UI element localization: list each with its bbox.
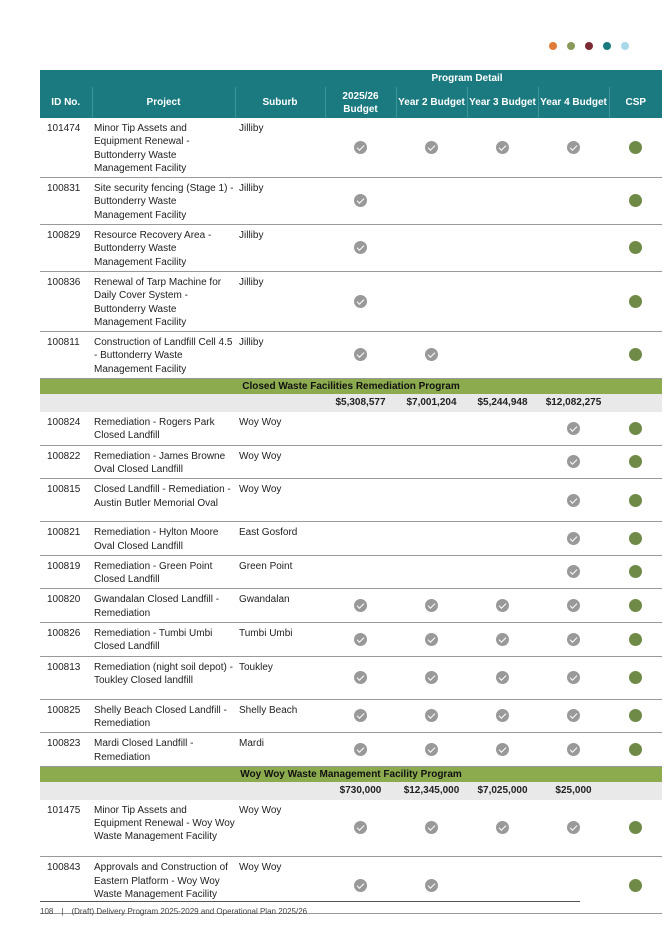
table-row (40, 733, 662, 767)
csp-dot-icon (629, 422, 642, 435)
check-circle-icon (354, 599, 367, 612)
year-4-cell (538, 479, 609, 522)
row-suburb: Green Point (235, 555, 325, 589)
row-project: Remediation (night soil depot) - Toukley Closed landfill (92, 656, 235, 699)
csp-dot-icon (629, 633, 642, 646)
program-budget-row (40, 394, 662, 412)
row-suburb: Jilliby (235, 225, 325, 272)
col-year4-budget: Year 4 Budget (538, 87, 609, 118)
year-1-cell (325, 857, 396, 914)
csp-dot-icon (629, 821, 642, 834)
year-4-cell (538, 522, 609, 556)
table-row (40, 589, 662, 623)
row-project: Shelly Beach Closed Landfill - Remediation (92, 699, 235, 733)
csp-cell (609, 412, 662, 445)
check-circle-icon (354, 709, 367, 722)
year-3-cell (467, 699, 538, 733)
check-circle-icon (567, 743, 580, 756)
csp-cell (609, 522, 662, 556)
check-circle-icon (425, 879, 438, 892)
table-row (40, 555, 662, 589)
year-1-cell (325, 332, 396, 379)
year-2-cell (396, 522, 467, 556)
check-circle-icon (425, 709, 438, 722)
check-circle-icon (354, 141, 367, 154)
csp-cell (609, 800, 662, 857)
row-suburb: Jilliby (235, 118, 325, 178)
budget-spacer (609, 782, 662, 800)
csp-cell (609, 225, 662, 272)
budget-spacer (40, 782, 325, 800)
year-4-cell (538, 733, 609, 767)
year-3-cell (467, 589, 538, 623)
csp-dot-icon (629, 494, 642, 507)
year-2-cell (396, 857, 467, 914)
year-4-cell (538, 699, 609, 733)
dot-orange (549, 42, 557, 50)
row-project: Remediation - James Browne Oval Closed Landfill (92, 445, 235, 479)
check-circle-icon (567, 633, 580, 646)
footer-separator: | (61, 907, 64, 916)
year-4-cell (538, 656, 609, 699)
footer-rule (40, 901, 580, 902)
check-circle-icon (567, 494, 580, 507)
row-id: 101475 (40, 800, 92, 857)
year-2-cell (396, 699, 467, 733)
table-row (40, 118, 662, 178)
col-csp: CSP (609, 87, 662, 118)
row-project: Remediation - Hylton Moore Oval Closed Landfill (92, 522, 235, 556)
csp-cell (609, 656, 662, 699)
row-id: 100819 (40, 555, 92, 589)
row-project: Remediation - Green Point Closed Landfill (92, 555, 235, 589)
csp-cell (609, 623, 662, 657)
row-project: Site security fencing (Stage 1) - Buttonderry Waste Management Facility (92, 178, 235, 225)
year-2-cell (396, 656, 467, 699)
year-4-cell (538, 271, 609, 331)
row-project: Remediation - Rogers Park Closed Landfill (92, 412, 235, 445)
check-circle-icon (354, 348, 367, 361)
check-circle-icon (567, 821, 580, 834)
table-row (40, 445, 662, 479)
header-spacer (40, 70, 325, 87)
csp-dot-icon (629, 599, 642, 612)
table-row (40, 332, 662, 379)
year-2-cell (396, 733, 467, 767)
check-circle-icon (496, 599, 509, 612)
year-2-cell (396, 589, 467, 623)
check-circle-icon (425, 348, 438, 361)
csp-cell (609, 118, 662, 178)
row-project: Approvals and Construction of Eastern Platform - Woy Woy Waste Management Facility (92, 857, 235, 914)
program-budget-row (40, 782, 662, 800)
year-2-cell (396, 225, 467, 272)
budget-year-4: $25,000 (538, 782, 609, 800)
budget-spacer (40, 394, 325, 412)
check-circle-icon (567, 599, 580, 612)
year-3-cell (467, 522, 538, 556)
row-project: Resource Recovery Area - Buttonderry Waste Management Facility (92, 225, 235, 272)
year-3-cell (467, 271, 538, 331)
col-project: Project (92, 87, 235, 118)
row-suburb: Jilliby (235, 178, 325, 225)
year-4-cell (538, 118, 609, 178)
csp-cell (609, 479, 662, 522)
year-2-cell (396, 332, 467, 379)
col-id: ID No. (40, 87, 92, 118)
check-circle-icon (567, 532, 580, 545)
year-2-cell (396, 412, 467, 445)
row-id: 100820 (40, 589, 92, 623)
csp-cell (609, 555, 662, 589)
table-header (40, 70, 662, 118)
csp-dot-icon (629, 141, 642, 154)
check-circle-icon (425, 743, 438, 756)
year-4-cell (538, 412, 609, 445)
row-project: Minor Tip Assets and Equipment Renewal - Buttonderry Waste Management Facility (92, 118, 235, 178)
row-suburb: Woy Woy (235, 857, 325, 914)
row-id: 101474 (40, 118, 92, 178)
table-row (40, 522, 662, 556)
csp-dot-icon (629, 671, 642, 684)
header-spacer (609, 70, 662, 87)
program-heading-row (40, 379, 662, 395)
check-circle-icon (425, 821, 438, 834)
year-2-cell (396, 479, 467, 522)
row-id: 100821 (40, 522, 92, 556)
table-row (40, 699, 662, 733)
row-suburb: Shelly Beach (235, 699, 325, 733)
check-circle-icon (354, 743, 367, 756)
csp-dot-icon (629, 194, 642, 207)
check-circle-icon (354, 879, 367, 892)
year-4-cell (538, 178, 609, 225)
table-row (40, 656, 662, 699)
row-id: 100825 (40, 699, 92, 733)
row-suburb: Gwandalan (235, 589, 325, 623)
year-3-cell (467, 479, 538, 522)
year-4-cell (538, 332, 609, 379)
csp-cell (609, 445, 662, 479)
row-id: 100826 (40, 623, 92, 657)
col-year3-budget: Year 3 Budget (467, 87, 538, 118)
year-2-cell (396, 800, 467, 857)
year-1-cell (325, 623, 396, 657)
year-4-cell (538, 589, 609, 623)
year-4-cell (538, 225, 609, 272)
dot-olive (567, 42, 575, 50)
check-circle-icon (354, 194, 367, 207)
year-3-cell (467, 800, 538, 857)
row-suburb: Tumbi Umbi (235, 623, 325, 657)
col-year2-budget: Year 2 Budget (396, 87, 467, 118)
dot-light-blue (621, 42, 629, 50)
check-circle-icon (567, 565, 580, 578)
row-suburb: East Gosford (235, 522, 325, 556)
check-circle-icon (354, 671, 367, 684)
year-1-cell (325, 445, 396, 479)
table-row (40, 479, 662, 522)
year-1-cell (325, 271, 396, 331)
year-2-cell (396, 178, 467, 225)
csp-dot-icon (629, 743, 642, 756)
check-circle-icon (425, 141, 438, 154)
year-3-cell (467, 178, 538, 225)
year-1-cell (325, 656, 396, 699)
check-circle-icon (496, 633, 509, 646)
year-3-cell (467, 118, 538, 178)
year-4-cell (538, 445, 609, 479)
row-id: 100811 (40, 332, 92, 379)
csp-dot-icon (629, 295, 642, 308)
row-suburb: Woy Woy (235, 445, 325, 479)
year-1-cell (325, 800, 396, 857)
year-3-cell (467, 623, 538, 657)
year-1-cell (325, 589, 396, 623)
year-4-cell (538, 857, 609, 914)
table-row (40, 800, 662, 857)
budget-year-1: $5,308,577 (325, 394, 396, 412)
year-1-cell (325, 733, 396, 767)
year-3-cell (467, 225, 538, 272)
year-3-cell (467, 733, 538, 767)
col-2025-26-budget: 2025/26 Budget (325, 87, 396, 118)
program-name: Woy Woy Waste Management Facility Program (40, 766, 662, 782)
year-1-cell (325, 178, 396, 225)
year-1-cell (325, 225, 396, 272)
row-id: 100824 (40, 412, 92, 445)
program-name: Closed Waste Facilities Remediation Program (40, 379, 662, 395)
check-circle-icon (354, 633, 367, 646)
year-1-cell (325, 555, 396, 589)
year-2-cell (396, 555, 467, 589)
check-circle-icon (496, 141, 509, 154)
row-id: 100829 (40, 225, 92, 272)
year-3-cell (467, 445, 538, 479)
year-2-cell (396, 623, 467, 657)
csp-dot-icon (629, 348, 642, 361)
table-row (40, 857, 662, 914)
row-id: 100823 (40, 733, 92, 767)
check-circle-icon (567, 422, 580, 435)
year-4-cell (538, 800, 609, 857)
year-3-cell (467, 555, 538, 589)
page-number: 108 (40, 907, 54, 916)
check-circle-icon (567, 671, 580, 684)
year-2-cell (396, 445, 467, 479)
year-1-cell (325, 479, 396, 522)
year-2-cell (396, 118, 467, 178)
program-detail-table (40, 70, 662, 914)
year-1-cell (325, 522, 396, 556)
check-circle-icon (496, 671, 509, 684)
year-3-cell (467, 332, 538, 379)
csp-dot-icon (629, 709, 642, 722)
csp-cell (609, 178, 662, 225)
check-circle-icon (354, 821, 367, 834)
year-1-cell (325, 118, 396, 178)
row-project: Closed Landfill - Remediation - Austin Butler Memorial Oval (92, 479, 235, 522)
csp-dot-icon (629, 565, 642, 578)
row-project: Mardi Closed Landfill - Remediation (92, 733, 235, 767)
document-title: (Draft) Delivery Program 2025-2029 and Operational Plan 2025/26 (71, 907, 308, 916)
year-1-cell (325, 412, 396, 445)
row-project: Renewal of Tarp Machine for Daily Cover System - Buttonderry Waste Management Facility (92, 271, 235, 331)
dot-teal (603, 42, 611, 50)
check-circle-icon (496, 709, 509, 722)
row-suburb: Woy Woy (235, 479, 325, 522)
check-circle-icon (354, 241, 367, 254)
check-circle-icon (354, 295, 367, 308)
table-body (40, 118, 662, 914)
table-row (40, 412, 662, 445)
csp-cell (609, 699, 662, 733)
row-suburb: Toukley (235, 656, 325, 699)
program-detail-heading: Program Detail (325, 70, 609, 87)
check-circle-icon (496, 821, 509, 834)
year-4-cell (538, 623, 609, 657)
budget-year-3: $5,244,948 (467, 394, 538, 412)
budget-year-4: $12,082,275 (538, 394, 609, 412)
year-3-cell (467, 857, 538, 914)
row-suburb: Woy Woy (235, 800, 325, 857)
row-id: 100822 (40, 445, 92, 479)
table-row (40, 271, 662, 331)
budget-year-3: $7,025,000 (467, 782, 538, 800)
col-suburb: Suburb (235, 87, 325, 118)
year-4-cell (538, 555, 609, 589)
csp-dot-icon (629, 455, 642, 468)
budget-year-1: $730,000 (325, 782, 396, 800)
row-id: 100836 (40, 271, 92, 331)
csp-dot-icon (629, 241, 642, 254)
row-suburb: Mardi (235, 733, 325, 767)
row-project: Construction of Landfill Cell 4.5 - Buttonderry Waste Management Facility (92, 332, 235, 379)
year-1-cell (325, 699, 396, 733)
decorative-dots (549, 42, 629, 50)
check-circle-icon (425, 671, 438, 684)
row-id: 100831 (40, 178, 92, 225)
table-row (40, 178, 662, 225)
row-suburb: Woy Woy (235, 412, 325, 445)
check-circle-icon (425, 633, 438, 646)
csp-cell (609, 271, 662, 331)
program-heading-row (40, 766, 662, 782)
row-suburb: Jilliby (235, 332, 325, 379)
budget-year-2: $7,001,204 (396, 394, 467, 412)
row-project: Gwandalan Closed Landfill - Remediation (92, 589, 235, 623)
row-project: Remediation - Tumbi Umbi Closed Landfill (92, 623, 235, 657)
row-id: 100815 (40, 479, 92, 522)
year-3-cell (467, 412, 538, 445)
row-project: Minor Tip Assets and Equipment Renewal - Woy Woy Waste Management Facility (92, 800, 235, 857)
table-row (40, 623, 662, 657)
year-2-cell (396, 271, 467, 331)
dot-maroon (585, 42, 593, 50)
budget-year-2: $12,345,000 (396, 782, 467, 800)
row-id: 100843 (40, 857, 92, 914)
table-row (40, 225, 662, 272)
check-circle-icon (567, 455, 580, 468)
csp-dot-icon (629, 532, 642, 545)
check-circle-icon (425, 599, 438, 612)
csp-cell (609, 589, 662, 623)
csp-cell (609, 857, 662, 914)
row-id: 100813 (40, 656, 92, 699)
check-circle-icon (567, 709, 580, 722)
budget-spacer (609, 394, 662, 412)
csp-cell (609, 733, 662, 767)
check-circle-icon (567, 141, 580, 154)
year-3-cell (467, 656, 538, 699)
csp-cell (609, 332, 662, 379)
csp-dot-icon (629, 879, 642, 892)
check-circle-icon (496, 743, 509, 756)
page-footer (40, 907, 307, 916)
row-suburb: Jilliby (235, 271, 325, 331)
